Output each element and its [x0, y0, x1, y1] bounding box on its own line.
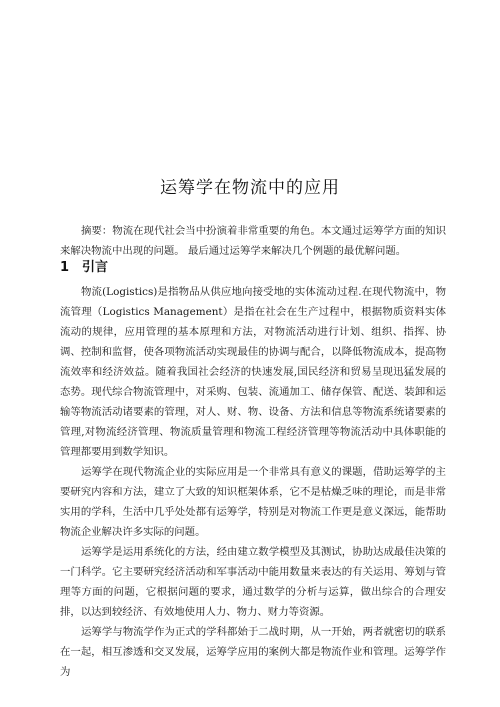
paragraph: 运筹学是运用系统化的方法，经由建立数学模型及其测试，协助达成最佳决策的一门科学。它主要研究经济活动和军事活动中能用数量来表达的有关运用、筹划与管理等方面的问题，它根据问题的要求，通过数学的分析与运算，做出综合的合理安排，以达到较经济、有效地使用人力、物力、财力等资源。	[60, 546, 446, 618]
section-number: 1	[60, 260, 70, 275]
paragraph: 运筹学在现代物流企业的实际应用是一个非常具有意义的课题，借助运筹学的主要研究内容和方法，建立了大致的知识框架体系，它不是枯燥乏味的理论，而是非常实用的学科，生活中几乎处处都有运筹学，特别是对物流工作更是意义深远，能帮助物流企业解决许多实际的问题。	[60, 466, 446, 538]
document-title: 运筹学在物流中的应用	[160, 178, 340, 198]
abstract: 摘要：物流在现代社会当中扮演着非常重要的角色。本文通过运筹学方面的知识来解决物流中出现的问题。 最后通过运筹学来解决几个例题的最优解问题。	[60, 225, 446, 258]
section-title: 引言	[82, 260, 109, 275]
section-heading	[60, 256, 108, 275]
body-text	[60, 282, 446, 682]
paragraph: 物流(Logistics)是指物品从供应地向接受地的实体流动过程.在现代物流中，物流管理（Logistics Management）是指在社会在生产过程中，根据物质资料实体流动的规律，应用管理的基本原理和方法，对物流活动进行计划、组织、指挥、协调、控制和监督，使各项物流活动实现最佳的协调与配合，以降低物流成本，提高物流效率和经济效益。随着我国社会经济的快速发展,国民经济和贸易呈现迅猛发展的态势。现代综合物流管理中，对采购、包装、流通加工、储存保管、配送、装卸和运输等物流活动诸要素的管理，对人、财、物、设备、方法和信息等物流系统诸要素的管理,对物流经济管理、物流质量管理和物流工程经济管理等物流活动中具体职能的管理都要用到数学知识。	[60, 286, 446, 458]
paragraph: 运筹学与物流学作为正式的学科都始于二战时期，从一开始，两者就密切的联系在一起，相互渗透和交叉发展，运筹学应用的案例大都是物流作业和管理。运筹学作为	[60, 626, 446, 678]
